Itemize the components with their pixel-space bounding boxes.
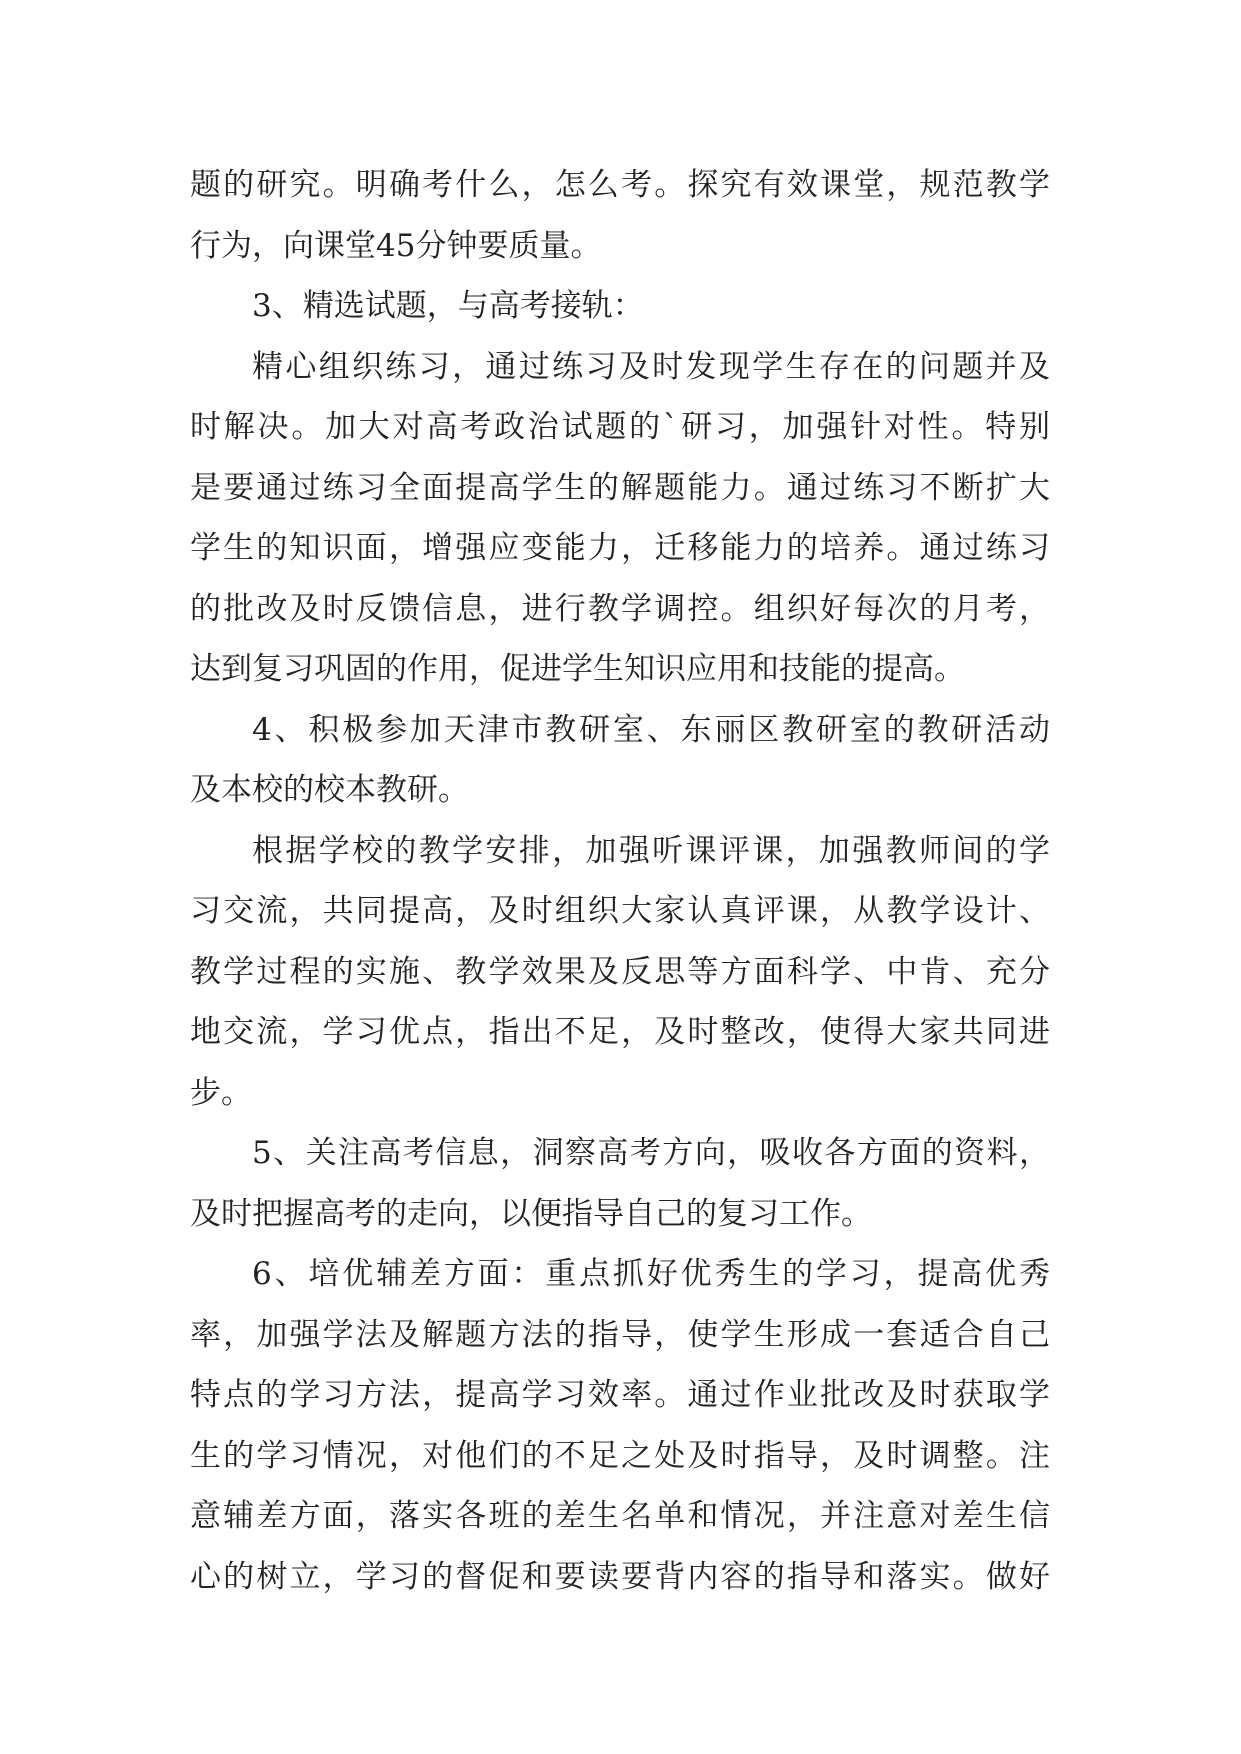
text-line: 精心组织练习，通过练习及时发现学生存在的问题并及 (252, 348, 1050, 385)
text-line: 行为，向课堂45分钟要质量。 (190, 227, 602, 264)
text-line: 地交流，学习优点，指出不足，及时整改，使得大家共同进 (190, 1014, 1050, 1050)
text-line: 特点的学习方法，提高学习效率。通过作业批改及时获取学 (190, 1377, 1050, 1413)
text-line: 率，加强学法及解题方法的指导，使学生形成一套适合自己 (190, 1316, 1050, 1353)
text-line: 是要通过练习全面提高学生的解题能力。通过练习不断扩大 (190, 469, 1050, 506)
text-line: 生的学习情况，对他们的不足之处及时指导，及时调整。注 (190, 1437, 1050, 1474)
text-line: 时解决。加大对高考政治试题的`研习，加强针对性。特别 (190, 409, 1050, 445)
text-line: 5、关注高考信息，洞察高考方向，吸收各方面的资料， (252, 1135, 1050, 1171)
text-line: 3、精选试题，与高考接轨： (252, 288, 644, 324)
text-line: 题的研究。明确考什么，怎么考。探究有效课堂，规范教学 (190, 167, 1050, 203)
text-line: 及本校的校本教研。 (190, 772, 469, 808)
text-line: 的批改及时反馈信息，进行教学调控。组织好每次的月考， (190, 590, 1050, 627)
text-line: 意辅差方面，落实各班的差生名单和情况，并注意对差生信 (190, 1498, 1050, 1534)
text-line: 6、培优辅差方面：重点抓好优秀生的学习，提高优秀 (252, 1256, 1050, 1292)
text-line: 学生的知识面，增强应变能力，迁移能力的培养。通过练习 (190, 530, 1050, 566)
text-line: 4、积极参加天津市教研室、东丽区教研室的教研活动 (252, 711, 1050, 748)
text-line: 及时把握高考的走向，以便指导自己的复习工作。 (190, 1195, 872, 1232)
text-line: 心的树立，学习的督促和要读要背内容的指导和落实。做好 (190, 1558, 1050, 1595)
text-line: 步。 (190, 1074, 252, 1111)
text-line: 习交流，共同提高，及时组织大家认真评课，从教学设计、 (190, 893, 1050, 929)
text-line: 根据学校的教学安排，加强听课评课，加强教师间的学 (252, 832, 1050, 869)
document-body (190, 155, 1050, 1607)
text-line: 教学过程的实施、教学效果及反思等方面科学、中肯、充分 (190, 953, 1050, 990)
text-line: 达到复习巩固的作用，促进学生知识应用和技能的提高。 (190, 651, 965, 687)
